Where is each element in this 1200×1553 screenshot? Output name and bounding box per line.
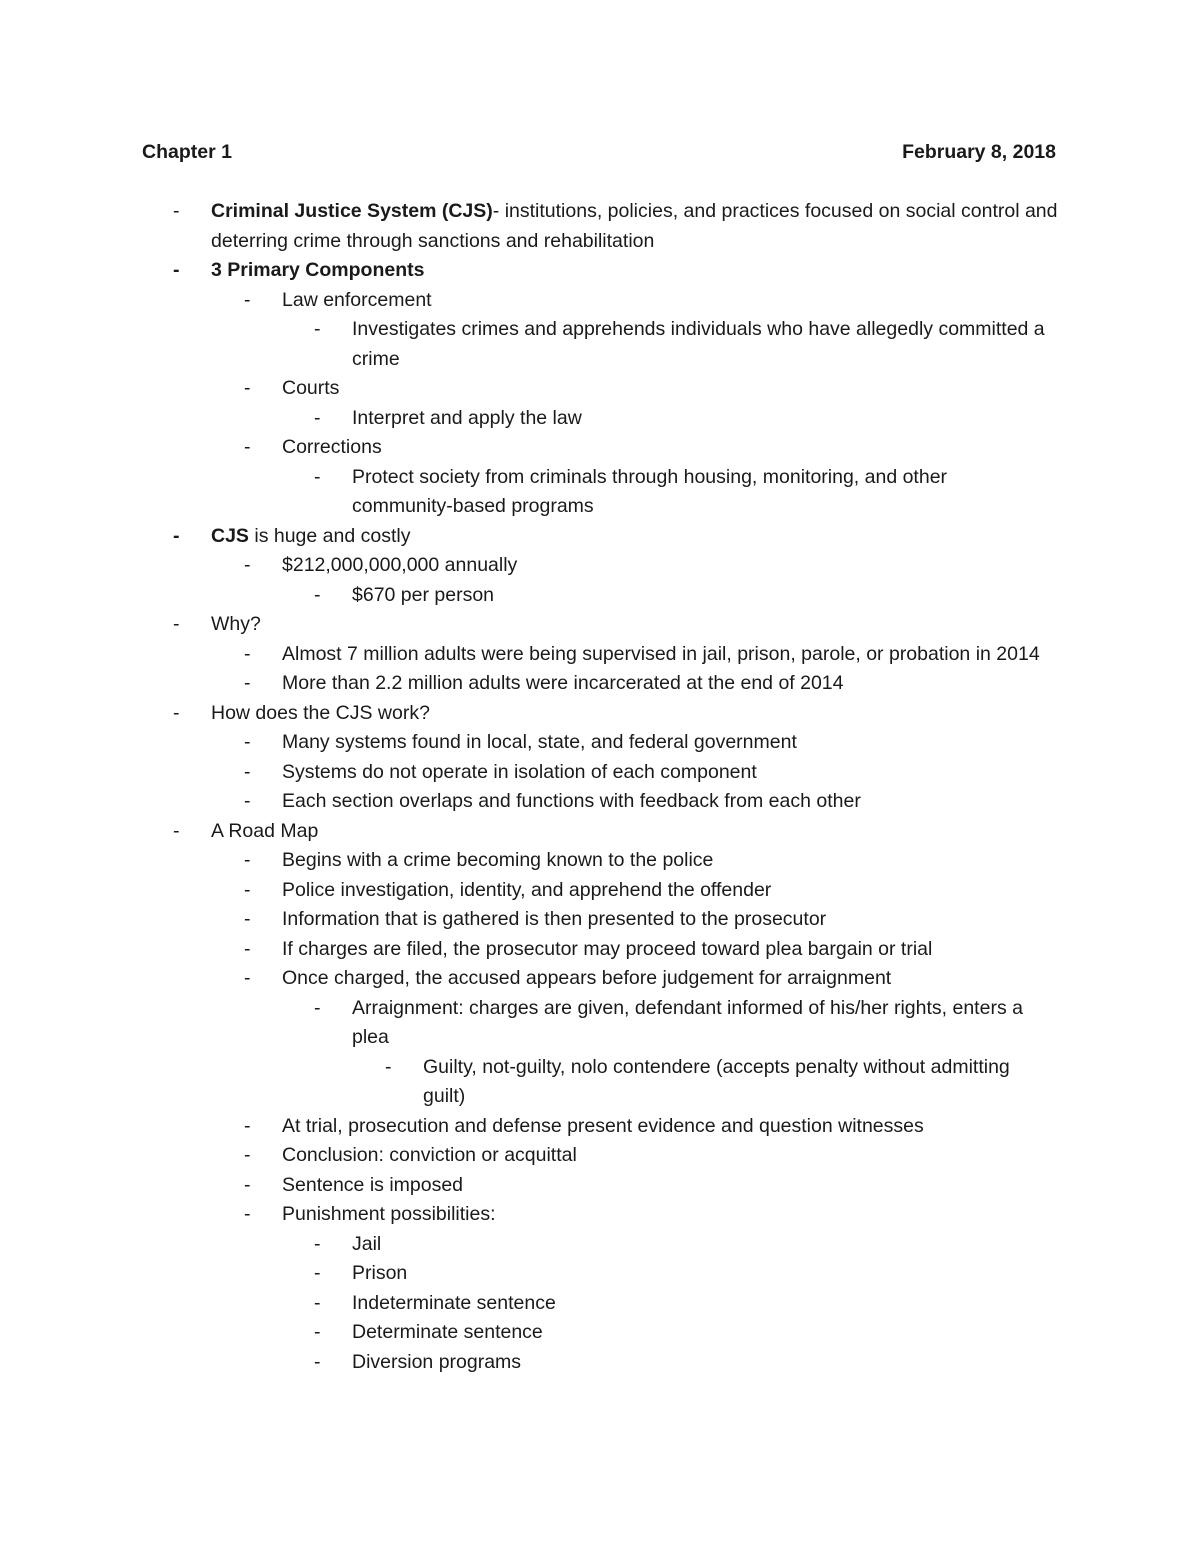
list-item xyxy=(0,1171,1200,1201)
list-item xyxy=(0,433,1200,463)
list-item-text: $670 per person xyxy=(352,583,495,606)
document-date: February 8, 2018 xyxy=(902,141,1056,163)
list-item xyxy=(0,640,1200,670)
term-bold: Criminal Justice System (CJS) xyxy=(211,200,493,222)
bullet-dash: - xyxy=(244,849,251,871)
list-item xyxy=(0,581,1200,611)
bullet-dash: - xyxy=(314,1350,321,1373)
bullet-dash: - xyxy=(244,288,251,311)
bullet-dash: - xyxy=(244,908,251,930)
list-item-text: Indeterminate sentence xyxy=(352,1291,556,1314)
bullet-dash: - xyxy=(244,967,251,989)
list-item-text: Diversion programs xyxy=(352,1350,522,1373)
list-item xyxy=(0,787,1200,817)
list-item-text: Why? xyxy=(211,613,261,635)
list-item-text: $212,000,000,000 annually xyxy=(282,554,518,576)
bullet-dash: - xyxy=(314,1291,321,1314)
list-item-text: More than 2.2 million adults were incarcerated at the end of 2014 xyxy=(282,672,844,694)
list-item-text: Sentence is imposed xyxy=(282,1173,464,1196)
bullet-dash: - xyxy=(244,554,251,576)
list-item-text: Each section overlaps and functions with feedback from each other xyxy=(282,790,861,812)
bullet-dash: - xyxy=(314,1262,321,1284)
list-item xyxy=(0,699,1200,729)
list-item xyxy=(0,935,1200,965)
bullet-dash: - xyxy=(385,1055,392,1078)
notes-outline xyxy=(0,197,1200,1377)
list-item xyxy=(0,522,1200,552)
list-item-text: Prison xyxy=(352,1262,408,1284)
list-item-text: Courts xyxy=(282,377,340,399)
list-item-text: Determinate sentence xyxy=(352,1321,543,1343)
list-item xyxy=(0,315,1200,374)
bullet-dash: - xyxy=(173,524,180,547)
list-item-text: At trial, prosecution and defense present evidence and question witnesses xyxy=(282,1114,924,1137)
bullet-dash: - xyxy=(173,200,180,222)
document-header xyxy=(142,141,1056,171)
bullet-dash: - xyxy=(244,731,251,753)
list-item xyxy=(0,1318,1200,1348)
bullet-dash: - xyxy=(314,1321,321,1343)
term-definition: - institutions, policies, and practices focused on social control and deterring crime through sanctions and rehabilitation xyxy=(211,200,1058,252)
chapter-title: Chapter 1 xyxy=(142,141,232,163)
list-item xyxy=(0,1112,1200,1142)
list-item xyxy=(0,876,1200,906)
list-item-text: is huge and costly xyxy=(248,524,411,547)
list-item-text: Once charged, the accused appears before judgement for arraignment xyxy=(282,967,892,989)
list-item-text: If charges are filed, the prosecutor may proceed toward plea bargain or trial xyxy=(282,937,933,960)
list-item xyxy=(0,905,1200,935)
list-item-text: Punishment possibilities: xyxy=(282,1203,496,1225)
bullet-dash: - xyxy=(314,318,321,340)
list-item xyxy=(0,728,1200,758)
list-item-text: A Road Map xyxy=(211,819,319,842)
list-item xyxy=(0,1200,1200,1230)
bullet-dash: - xyxy=(244,1173,251,1196)
list-item-text: Arraignment: charges are given, defendant informed of his/her rights, enters a plea xyxy=(352,996,1023,1048)
list-item xyxy=(0,1230,1200,1260)
bullet-dash: - xyxy=(244,377,251,399)
list-item xyxy=(0,463,1200,522)
list-item xyxy=(0,758,1200,788)
bullet-dash: - xyxy=(314,465,321,488)
bullet-dash: - xyxy=(314,406,321,429)
bullet-dash: - xyxy=(244,878,251,901)
list-item-text: Investigates crimes and apprehends individuals who have allegedly committed a crime xyxy=(352,318,1045,370)
list-item-text: How does the CJS work? xyxy=(211,701,430,724)
bullet-dash: - xyxy=(244,760,251,783)
bullet-dash: - xyxy=(314,583,321,606)
list-item-text: Jail xyxy=(352,1232,382,1255)
list-item xyxy=(0,846,1200,876)
list-item-text: Almost 7 million adults were being supervised in jail, prison, parole, or probation in 2014 xyxy=(282,642,1040,665)
bullet-dash: - xyxy=(314,996,321,1019)
list-item xyxy=(0,551,1200,581)
bullet-dash: - xyxy=(244,1203,251,1225)
list-item xyxy=(0,669,1200,699)
bullet-dash: - xyxy=(314,1232,321,1255)
list-item-text: Information that is gathered is then presented to the prosecutor xyxy=(282,908,827,930)
bullet-dash: - xyxy=(173,259,180,281)
bullet-dash: - xyxy=(173,819,180,842)
list-item xyxy=(0,1053,1200,1112)
list-item xyxy=(0,1348,1200,1378)
bullet-dash: - xyxy=(244,642,251,665)
bullet-dash: - xyxy=(173,701,180,724)
list-item-text: Protect society from criminals through housing, monitoring, and other community-based programs xyxy=(352,465,948,517)
list-item xyxy=(0,256,1200,286)
list-item-text: Many systems found in local, state, and federal government xyxy=(282,731,797,753)
list-item xyxy=(0,374,1200,404)
list-item-text: Begins with a crime becoming known to the police xyxy=(282,849,714,871)
list-item-text: Guilty, not-guilty, nolo contendere (accepts penalty without admitting guilt) xyxy=(423,1055,1010,1107)
bullet-dash: - xyxy=(244,1144,251,1166)
list-item xyxy=(0,1289,1200,1319)
list-item xyxy=(0,404,1200,434)
list-item-text: Law enforcement xyxy=(282,288,432,311)
list-item xyxy=(0,1141,1200,1171)
term-bold: CJS xyxy=(211,524,249,547)
bullet-dash: - xyxy=(244,937,251,960)
bullet-dash: - xyxy=(244,672,251,694)
list-item xyxy=(0,817,1200,847)
bullet-dash: - xyxy=(244,436,251,458)
list-item-text: 3 Primary Components xyxy=(211,259,425,281)
list-item-text: Corrections xyxy=(282,436,382,458)
list-item-text: Police investigation, identity, and apprehend the offender xyxy=(282,878,772,901)
list-item xyxy=(0,1259,1200,1289)
bullet-dash: - xyxy=(244,1114,251,1137)
list-item-text: Systems do not operate in isolation of each component xyxy=(282,760,757,783)
list-item xyxy=(0,286,1200,316)
bullet-dash: - xyxy=(244,790,251,812)
list-item xyxy=(0,610,1200,640)
list-item-text: Conclusion: conviction or acquittal xyxy=(282,1144,577,1166)
bullet-dash: - xyxy=(173,613,180,635)
list-item xyxy=(0,964,1200,994)
list-item-text: Interpret and apply the law xyxy=(352,406,582,429)
list-item xyxy=(0,197,1200,256)
list-item xyxy=(0,994,1200,1053)
